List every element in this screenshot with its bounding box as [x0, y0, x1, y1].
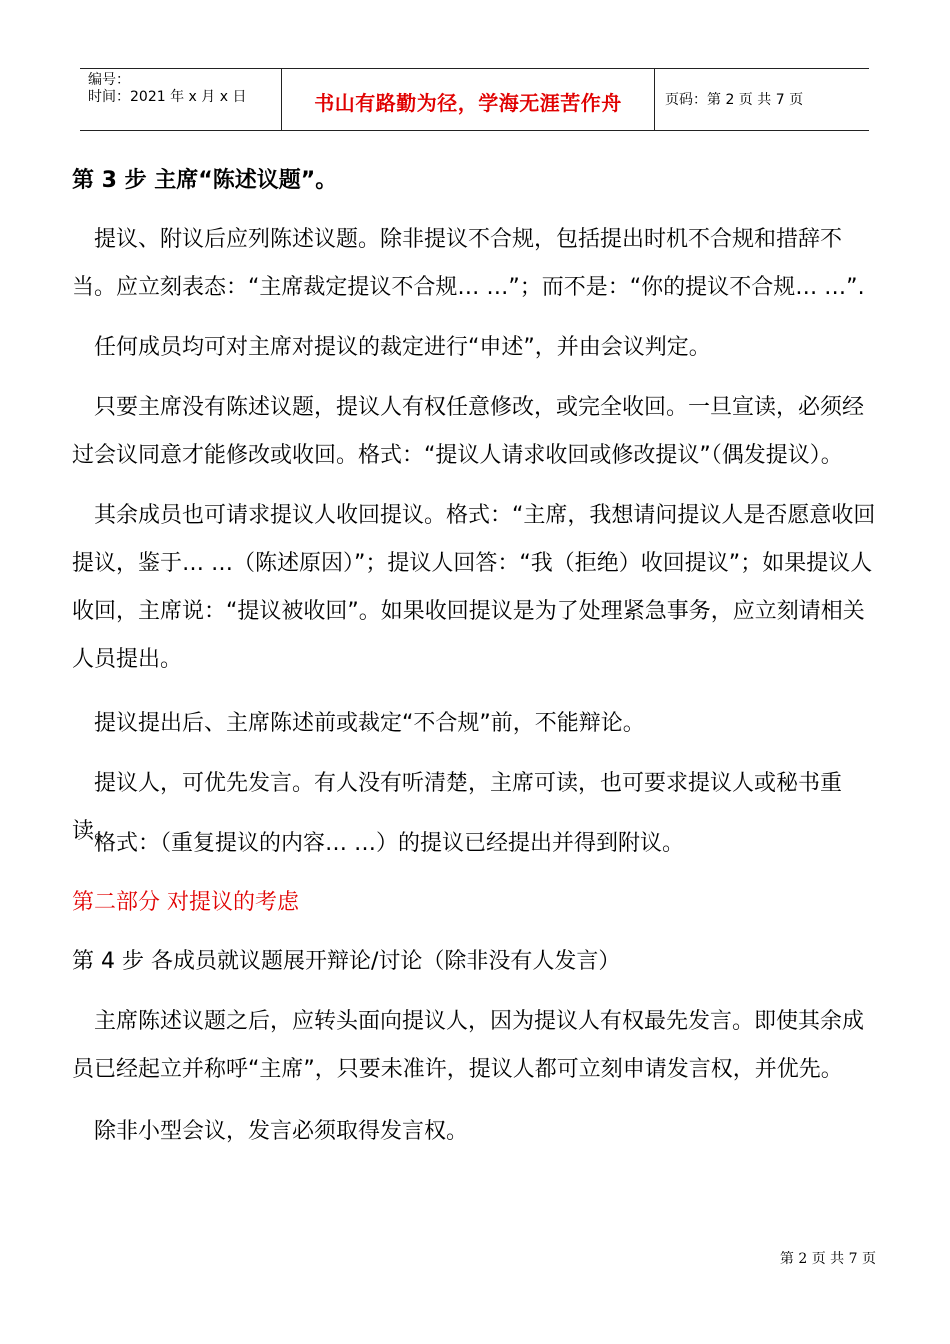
section-heading: 第二部分 对提议的考虑: [72, 890, 299, 915]
step4-heading: 第 4 步 各成员就议题展开辩论/讨论（除非没有人发言）: [72, 949, 621, 974]
motto-text: 书山有路勤为径，学海无涯苦作舟: [314, 91, 622, 115]
serial-label: 编号：: [88, 72, 130, 88]
paragraph: 提议提出后、主席陈述前或裁定“不合规”前，不能辩论。: [94, 711, 645, 736]
paragraph: 除非小型会议，发言必须取得发言权。: [94, 1119, 469, 1144]
paragraph: 提议、附议后应列陈述议题。除非提议不合规，包括提出时机不合规和措辞不当。应立刻表态：“主席裁定提议不合规… …”；而不是：“你的提议不合规… …”.: [72, 227, 865, 300]
document-header: [80, 68, 869, 131]
paragraph: 其余成员也可请求提议人收回提议。格式：“主席，我想请问提议人是否愿意收回提议，鉴于… …（陈述原因）”；提议人回答：“我（拒绝）收回提议”；如果提议人收回，主席说：“提议被收回”。如果收回提议是为了处理紧急事务，应立刻请相关人员提出。: [72, 503, 876, 672]
paragraph: 任何成员均可对主席对提议的裁定进行“申述”，并由会议判定。: [94, 335, 711, 360]
page-code: 页码：第 2 页 共 7 页: [665, 92, 804, 108]
page-footer: 第 2 页 共 7 页: [779, 1251, 876, 1267]
header-meta-cell: [80, 69, 282, 130]
paragraph: 主席陈述议题之后，应转头面向提议人，因为提议人有权最先发言。即使其余成员已经起立并称呼“主席”，只要未准许，提议人都可立刻申请发言权，并优先。: [72, 1009, 865, 1082]
paragraph: 提议人，可优先发言。有人没有听清楚，主席可读，也可要求提议人或秘书重读。: [72, 771, 843, 844]
time-label: 时间：2021 年 x 月 x 日: [88, 89, 247, 105]
paragraph: 格式：（重复提议的内容… …）的提议已经提出并得到附议。: [94, 831, 684, 856]
paragraph: 只要主席没有陈述议题，提议人有权任意修改，或完全收回。一旦宣读，必须经过会议同意才能修改或收回。格式：“提议人请求收回或修改提议”（偶发提议）。: [72, 395, 865, 468]
header-page-cell: [655, 69, 869, 130]
step3-heading: 第 3 步 主席“陈述议题”。: [72, 168, 338, 193]
header-motto-cell: [282, 69, 655, 130]
